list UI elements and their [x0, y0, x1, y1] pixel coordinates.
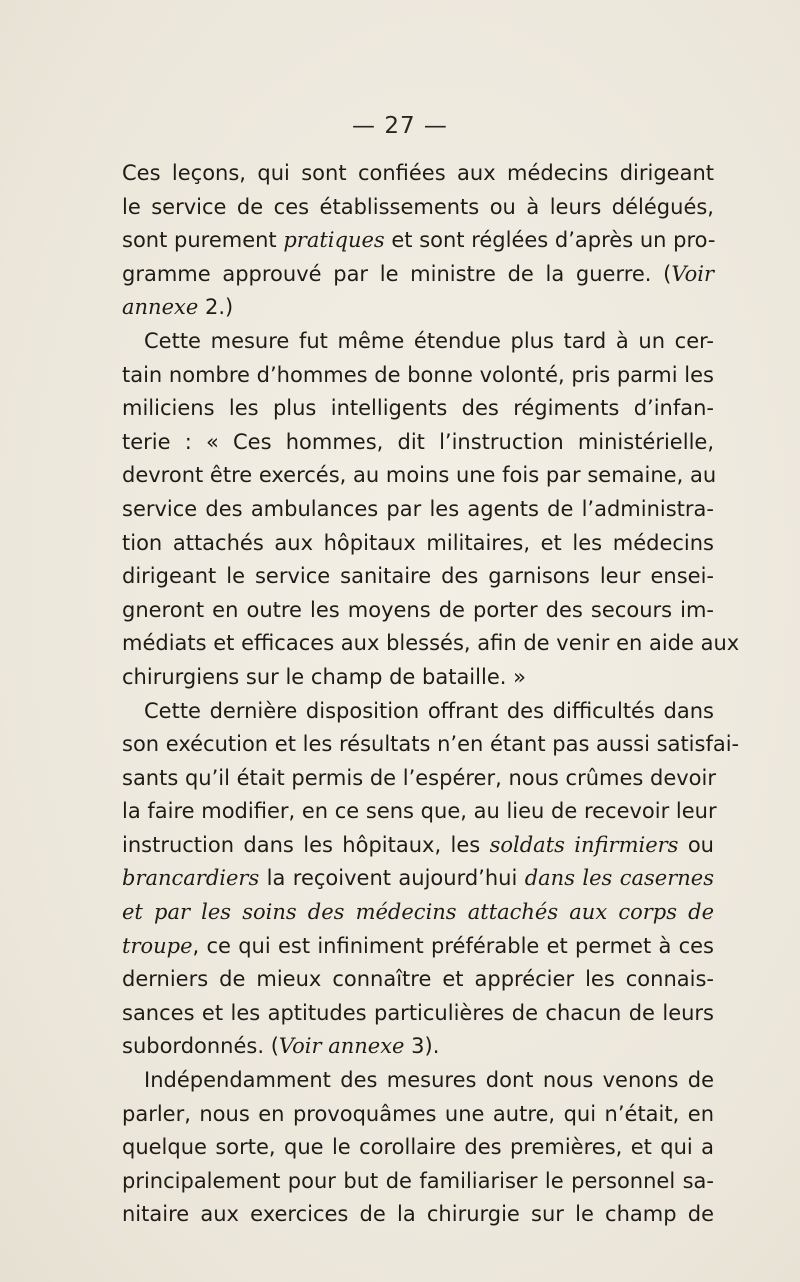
text-line: [122, 661, 714, 695]
text-line: [122, 728, 740, 762]
text-run: principalement pour but de familiariser le personnel sa-: [122, 1168, 714, 1193]
text-run: gramme approuvé par le ministre de la guerre. (: [122, 261, 672, 286]
text-run: sants qu’il était permis de l’espérer, nous crûmes devoir: [122, 765, 716, 790]
text-line: [122, 493, 714, 527]
text-run: parler, nous en provoquâmes une autre, qui n’était, en: [122, 1101, 714, 1126]
text-run: chirurgiens sur le champ de bataille. »: [122, 664, 526, 689]
text-line: [122, 896, 714, 930]
page-number: — 27 —: [352, 113, 448, 139]
italic-text: annexe: [122, 295, 199, 320]
text-line: [122, 930, 714, 964]
text-line: [122, 627, 740, 661]
text-run: 2.): [198, 295, 234, 320]
text-run: quelque sorte, que le corollaire des premières, et qui a: [122, 1135, 714, 1160]
italic-text: troupe: [122, 933, 193, 958]
text-line: [122, 1165, 714, 1199]
italic-text: Voir annexe: [278, 1034, 405, 1059]
italic-text: Voir: [671, 261, 714, 286]
text-line: [122, 560, 714, 594]
text-run: ou: [678, 832, 714, 857]
text-run: service des ambulances par les agents de l’administra-: [122, 496, 714, 521]
text-run: miliciens les plus intelligents des régiments d’infan-: [122, 396, 714, 421]
text-run: son exécution et les résultats n’en étant pas aussi satisfai-: [122, 732, 740, 757]
text-line: [122, 157, 714, 191]
text-run: la reçoivent aujourd’hui: [259, 866, 525, 891]
text-run: tion attachés aux hôpitaux militaires, et les médecins: [122, 530, 714, 555]
text-run: Cette dernière disposition offrant des difficultés dans: [144, 698, 714, 723]
text-line: [122, 963, 714, 997]
text-line: [122, 829, 714, 863]
body-text: [122, 157, 740, 1232]
text-line: [122, 325, 714, 359]
text-line: [122, 1198, 714, 1232]
text-line: [122, 291, 714, 325]
italic-text: pratiques: [283, 228, 385, 253]
text-run: devront être exercés, au moins une fois par semaine, au: [122, 463, 717, 488]
text-line: [122, 1131, 714, 1165]
text-line: [122, 997, 714, 1031]
text-line: [122, 426, 714, 460]
text-run: Ces leçons, qui sont confiées aux médecins dirigeant: [122, 161, 714, 185]
text-line: [122, 191, 714, 225]
text-line: [122, 359, 714, 393]
italic-text: soldats infirmiers: [489, 832, 679, 857]
text-line: [122, 258, 714, 292]
text-run: sances et les aptitudes particulières de chacun de leurs: [122, 1000, 714, 1025]
text-line: [122, 459, 717, 493]
text-run: tain nombre d’hommes de bonne volonté, pris parmi les: [122, 362, 714, 387]
text-run: terie : « Ces hommes, dit l’instruction ministérielle,: [122, 429, 714, 454]
text-line: [122, 594, 714, 628]
text-line: [122, 1064, 714, 1098]
text-run: médiats et efficaces aux blessés, afin de venir en aide aux: [122, 631, 740, 656]
text-line: [122, 762, 714, 796]
text-run: derniers de mieux connaître et apprécier les connais-: [122, 967, 714, 992]
text-run: le service de ces établissements ou à leurs délégués,: [122, 194, 714, 219]
text-run: , ce qui est infiniment préférable et permet à ces: [192, 933, 714, 958]
text-run: 3).: [404, 1034, 440, 1059]
text-line: [122, 527, 714, 561]
text-run: instruction dans les hôpitaux, les: [122, 832, 490, 857]
text-line: [122, 795, 717, 829]
text-run: la faire modifier, en ce sens que, au lieu de recevoir leur: [122, 799, 717, 824]
italic-text: dans les casernes: [524, 866, 714, 891]
text-run: nitaire aux exercices de la chirurgie sur le champ de: [122, 1202, 714, 1227]
text-run: gneront en outre les moyens de porter des secours im-: [122, 597, 714, 622]
text-line: [122, 392, 714, 426]
italic-text: brancardiers: [122, 866, 260, 891]
text-line: [122, 224, 714, 258]
text-run: et sont réglées d’après un pro-: [384, 228, 716, 253]
text-run: subordonnés. (: [122, 1034, 279, 1059]
text-run: sont purement: [122, 228, 284, 253]
text-line: [122, 1030, 714, 1064]
text-line: [122, 1098, 714, 1132]
text-line: [122, 695, 714, 729]
italic-text: et par les soins des médecins attachés aux corps de: [122, 900, 714, 925]
text-run: Indépendamment des mesures dont nous venons de: [144, 1068, 714, 1093]
text-run: dirigeant le service sanitaire des garnisons leur ensei-: [122, 564, 714, 589]
text-run: Cette mesure fut même étendue plus tard à un cer-: [144, 328, 714, 353]
text-line: [122, 862, 714, 896]
